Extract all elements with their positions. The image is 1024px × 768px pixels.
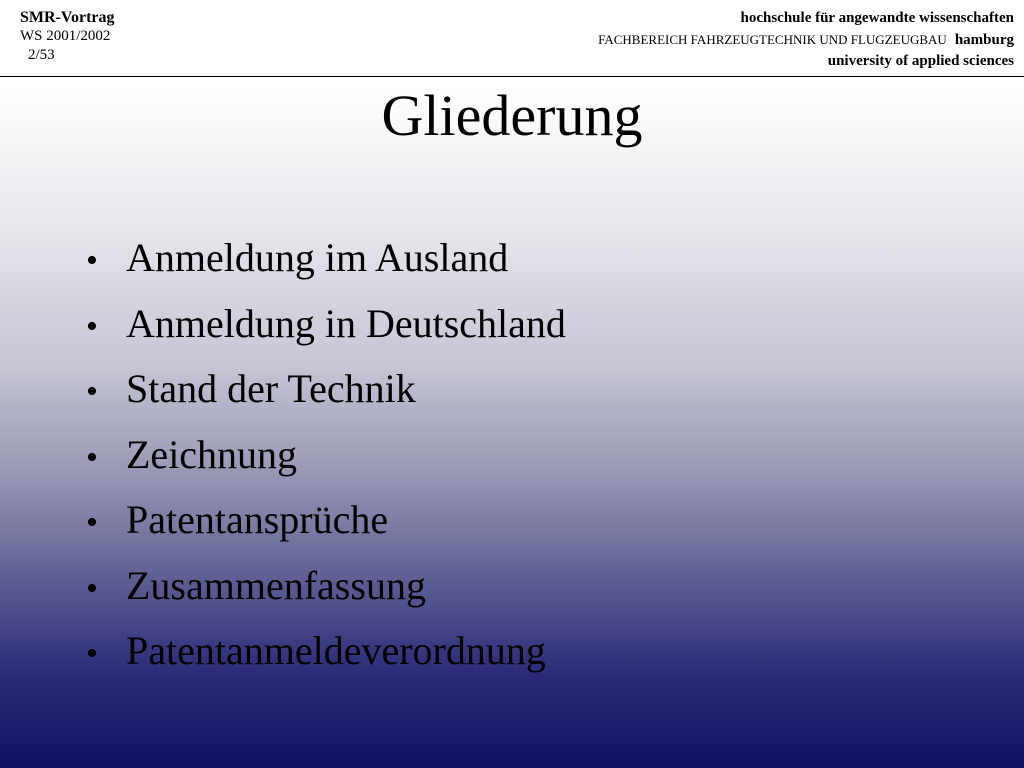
list-item-text: Stand der Technik — [126, 366, 416, 411]
bullet-icon: • — [86, 569, 98, 607]
institution-header — [598, 8, 1014, 72]
bullet-icon: • — [86, 307, 98, 345]
list-item — [86, 291, 566, 357]
list-item-text: Patentansprüche — [126, 497, 389, 542]
list-item-text: Anmeldung im Ausland — [126, 235, 509, 280]
list-item — [86, 356, 566, 422]
institution-name: hochschule für angewandte wissenschaften — [740, 10, 1014, 26]
list-item — [86, 225, 566, 291]
institution-city: hamburg — [954, 32, 1014, 48]
list-item — [86, 487, 566, 553]
list-item-text: Patentanmeldeverordnung — [126, 628, 546, 673]
department-name: FACHBEREICH FAHRZEUGTECHNIK UND FLUGZEUGBAU — [598, 32, 947, 47]
header-left — [20, 8, 115, 65]
list-item-text: Anmeldung in Deutschland — [126, 300, 566, 346]
list-item-text: Zeichnung — [126, 431, 298, 477]
slide-title: Gliederung — [381, 83, 643, 148]
list-item-text: Zusammenfassung — [126, 562, 426, 608]
bullet-icon: • — [86, 242, 98, 279]
outline-list — [86, 225, 566, 684]
course-title: SMR-Vortrag — [20, 9, 115, 26]
institution-line2 — [598, 29, 1014, 51]
bullet-icon: • — [86, 373, 98, 410]
semester: WS 2001/2002 — [20, 28, 111, 44]
list-item — [86, 422, 566, 488]
header-divider — [0, 76, 1024, 77]
institution-subtitle: university of applied sciences — [827, 53, 1014, 69]
list-item — [86, 553, 566, 619]
page-number: 2/53 — [28, 47, 55, 63]
list-item — [86, 618, 566, 684]
bullet-icon: • — [86, 504, 98, 541]
bullet-icon: • — [86, 438, 98, 476]
bullet-icon: • — [86, 635, 98, 672]
